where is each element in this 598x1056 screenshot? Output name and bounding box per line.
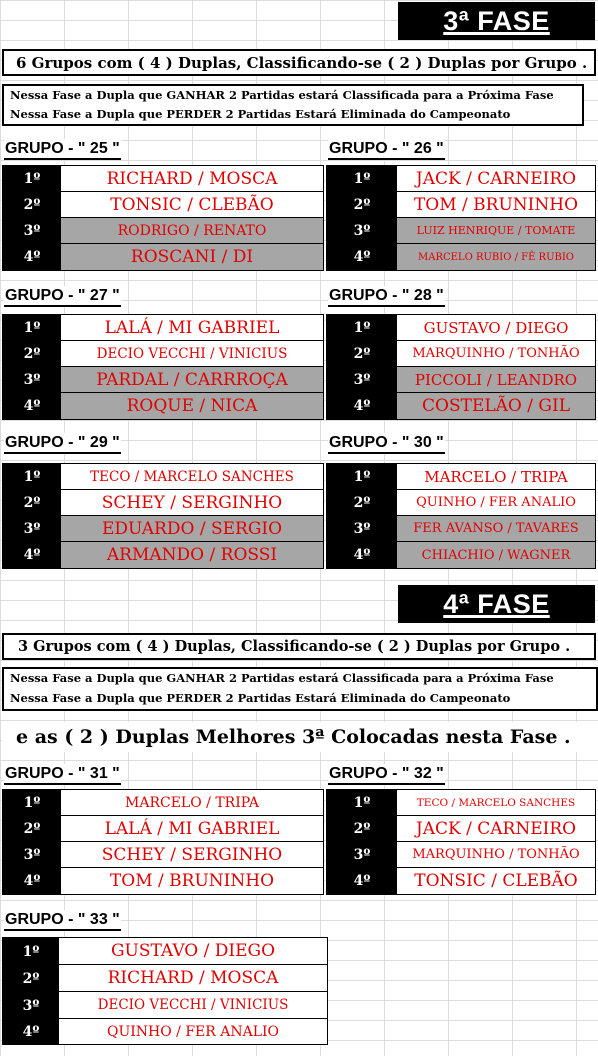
position-cell: 3º xyxy=(327,842,397,868)
pair-name-cell: SCHEY / SERGINHO xyxy=(61,842,323,868)
table-row xyxy=(327,816,595,842)
pair-name-cell: LALÁ / MI GABRIEL xyxy=(61,315,323,341)
fase4-rule-win: Nessa Fase a Dupla que GANHAR 2 Partidas estará Classificada para a Próxima Fase xyxy=(10,671,554,685)
fase3-subtitle: 6 Grupos com ( 4 ) Duplas, Classificando-se ( 2 ) Duplas por Grupo . xyxy=(2,49,596,76)
fase3-rules-box xyxy=(2,84,584,126)
table-row xyxy=(327,166,595,192)
pair-name-cell: ROSCANI / DI xyxy=(61,244,323,270)
table-row xyxy=(3,842,323,868)
position-cell: 1º xyxy=(3,315,61,341)
position-cell: 1º xyxy=(327,315,397,341)
group-table-30 xyxy=(326,463,596,569)
position-cell: 4º xyxy=(3,393,61,419)
group-table-27 xyxy=(2,314,324,420)
pair-name-cell: GUSTAVO / DIEGO xyxy=(397,315,595,341)
group-table-29 xyxy=(2,463,324,569)
pair-name-cell: TECO / MARCELO SANCHES xyxy=(397,790,595,816)
position-cell: 4º xyxy=(327,868,397,894)
position-cell: 2º xyxy=(327,341,397,367)
fase3-rule-win: Nessa Fase a Dupla que GANHAR 2 Partidas estará Classificada para a Próxima Fase xyxy=(10,88,554,102)
group-label-31: GRUPO - " 31 " xyxy=(4,764,121,785)
pair-name-cell: PARDAL / CARRROÇA xyxy=(61,367,323,393)
pair-name-cell: MARQUINHO / TONHÃO xyxy=(397,341,595,367)
position-cell: 2º xyxy=(327,816,397,842)
pair-name-cell: ROQUE / NICA xyxy=(61,393,323,419)
position-cell: 4º xyxy=(327,542,397,568)
table-row xyxy=(327,842,595,868)
pair-name-cell: RICHARD / MOSCA xyxy=(61,166,323,192)
pair-name-cell: RICHARD / MOSCA xyxy=(59,965,327,992)
pair-name-cell: ARMANDO / ROSSI xyxy=(61,542,323,568)
group-label-32: GRUPO - " 32 " xyxy=(328,764,445,785)
table-row xyxy=(3,868,323,894)
pair-name-cell: MARCELO / TRIPA xyxy=(397,464,595,490)
position-cell: 2º xyxy=(3,192,61,218)
group-table-33 xyxy=(2,937,328,1045)
position-cell: 1º xyxy=(327,464,397,490)
table-row xyxy=(327,464,595,490)
table-row xyxy=(3,816,323,842)
position-cell: 4º xyxy=(3,244,61,270)
position-cell: 2º xyxy=(3,816,61,842)
table-row xyxy=(327,868,595,894)
pair-name-cell: MARQUINHO / TONHÃO xyxy=(397,842,595,868)
pair-name-cell: PICCOLI / LEANDRO xyxy=(397,367,595,393)
table-row xyxy=(327,315,595,341)
pair-name-cell: QUINHO / FER ANALIO xyxy=(397,490,595,516)
pair-name-cell: LUIZ HENRIQUE / TOMATE xyxy=(397,218,595,244)
group-label-26: GRUPO - " 26 " xyxy=(328,139,445,160)
pair-name-cell: JACK / CARNEIRO xyxy=(397,166,595,192)
table-row xyxy=(327,516,595,542)
table-row xyxy=(3,542,323,568)
pair-name-cell: SCHEY / SERGINHO xyxy=(61,490,323,516)
position-cell: 3º xyxy=(327,516,397,542)
pair-name-cell: DECIO VECCHI / VINICIUS xyxy=(61,341,323,367)
fase4-title-text: 4ª FASE xyxy=(443,588,550,619)
position-cell: 3º xyxy=(3,218,61,244)
group-label-27: GRUPO - " 27 " xyxy=(4,286,121,307)
table-row xyxy=(3,166,323,192)
pair-name-cell: LALÁ / MI GABRIEL xyxy=(61,816,323,842)
pair-name-cell: TOM / BRUNINHO xyxy=(109,871,275,891)
group-label-28: GRUPO - " 28 " xyxy=(328,286,445,307)
pair-name-cell: MARCELO / TRIPA xyxy=(61,790,323,816)
position-cell: 3º xyxy=(3,516,61,542)
group-table-31 xyxy=(2,789,324,895)
group-table-32 xyxy=(326,789,596,895)
pair-name-cell: FER AVANSO / TAVARES xyxy=(397,516,595,542)
table-row xyxy=(3,516,323,542)
position-cell: 1º xyxy=(327,166,397,192)
table-row xyxy=(3,341,323,367)
position-cell: 1º xyxy=(3,790,61,816)
pair-name-cell: TONSIC / CLEBÃO xyxy=(414,871,578,891)
table-row xyxy=(327,341,595,367)
table-row xyxy=(327,192,595,218)
table-row xyxy=(3,218,323,244)
position-cell: 2º xyxy=(3,341,61,367)
table-row xyxy=(3,315,323,341)
pair-name-cell: QUINHO / FER ANALIO xyxy=(106,1024,280,1040)
table-row xyxy=(327,393,595,419)
position-cell: 2º xyxy=(3,490,61,516)
table-row xyxy=(3,490,323,516)
pair-name-cell: TONSIC / CLEBÃO xyxy=(61,192,323,218)
position-cell: 4º xyxy=(3,868,61,894)
table-row xyxy=(327,367,595,393)
group-table-28 xyxy=(326,314,596,420)
position-cell: 3º xyxy=(327,367,397,393)
table-row xyxy=(3,393,323,419)
position-cell: 3º xyxy=(3,842,61,868)
table-row xyxy=(3,938,327,965)
pair-name-cell: DECIO VECCHI / VINICIUS xyxy=(59,992,327,1019)
fase4-subtitle: 3 Grupos com ( 4 ) Duplas, Classificando-se ( 2 ) Duplas por Grupo . xyxy=(2,633,596,660)
table-row xyxy=(327,790,595,816)
pair-name-cell: EDUARDO / SERGIO xyxy=(61,516,323,542)
group-table-25 xyxy=(2,165,324,271)
position-cell: 3º xyxy=(3,367,61,393)
table-row xyxy=(327,542,595,568)
group-label-33: GRUPO - " 33 " xyxy=(4,910,121,931)
pair-name-cell: TOM / BRUNINHO xyxy=(397,192,595,218)
fase4-rule-lose: Nessa Fase a Dupla que PERDER 2 Partidas Estará Eliminada do Campeonato xyxy=(10,691,511,705)
table-row xyxy=(327,244,595,270)
table-row xyxy=(3,992,327,1019)
position-cell: 2º xyxy=(3,965,59,992)
position-cell: 1º xyxy=(3,938,59,965)
position-cell: 1º xyxy=(327,790,397,816)
table-row xyxy=(3,1019,327,1045)
position-cell: 4º xyxy=(3,542,61,568)
group-label-25: GRUPO - " 25 " xyxy=(4,139,121,160)
fase4-title xyxy=(398,585,595,623)
table-row xyxy=(3,367,323,393)
position-cell: 4º xyxy=(3,1019,59,1045)
table-row xyxy=(3,464,323,490)
position-cell: 2º xyxy=(327,490,397,516)
pair-name-cell: RODRIGO / RENATO xyxy=(61,218,323,244)
fase3-title xyxy=(398,2,595,40)
position-cell: 4º xyxy=(327,393,397,419)
position-cell: 3º xyxy=(327,218,397,244)
group-label-29: GRUPO - " 29 " xyxy=(4,433,121,454)
table-row xyxy=(3,965,327,992)
pair-name-cell: TECO / MARCELO SANCHES xyxy=(61,464,323,490)
position-cell: 4º xyxy=(327,244,397,270)
group-table-26 xyxy=(326,165,596,271)
table-row xyxy=(3,192,323,218)
fase3-title-text: 3ª FASE xyxy=(443,5,550,36)
group-label-30: GRUPO - " 30 " xyxy=(328,433,445,454)
position-cell: 1º xyxy=(3,166,61,192)
table-row xyxy=(327,218,595,244)
position-cell: 3º xyxy=(3,992,59,1019)
pair-name-cell: MARCELO RUBIO / FÊ RUBIO xyxy=(397,244,595,270)
position-cell: 2º xyxy=(327,192,397,218)
pair-name-cell: COSTELÃO / GIL xyxy=(397,393,595,419)
pair-name-cell: GUSTAVO / DIEGO xyxy=(59,938,327,965)
fase4-rules-box xyxy=(2,667,598,711)
pair-name-cell: JACK / CARNEIRO xyxy=(397,816,595,842)
fase3-rule-lose: Nessa Fase a Dupla que PERDER 2 Partidas Estará Eliminada do Campeonato xyxy=(10,107,511,121)
table-row xyxy=(3,244,323,270)
pair-name-cell: CHIACHIO / WAGNER xyxy=(397,542,595,568)
table-row xyxy=(3,790,323,816)
fase4-extra-note: e as ( 2 ) Duplas Melhores 3ª Colocadas nesta Fase . xyxy=(2,722,598,752)
table-row xyxy=(327,490,595,516)
position-cell: 1º xyxy=(3,464,61,490)
